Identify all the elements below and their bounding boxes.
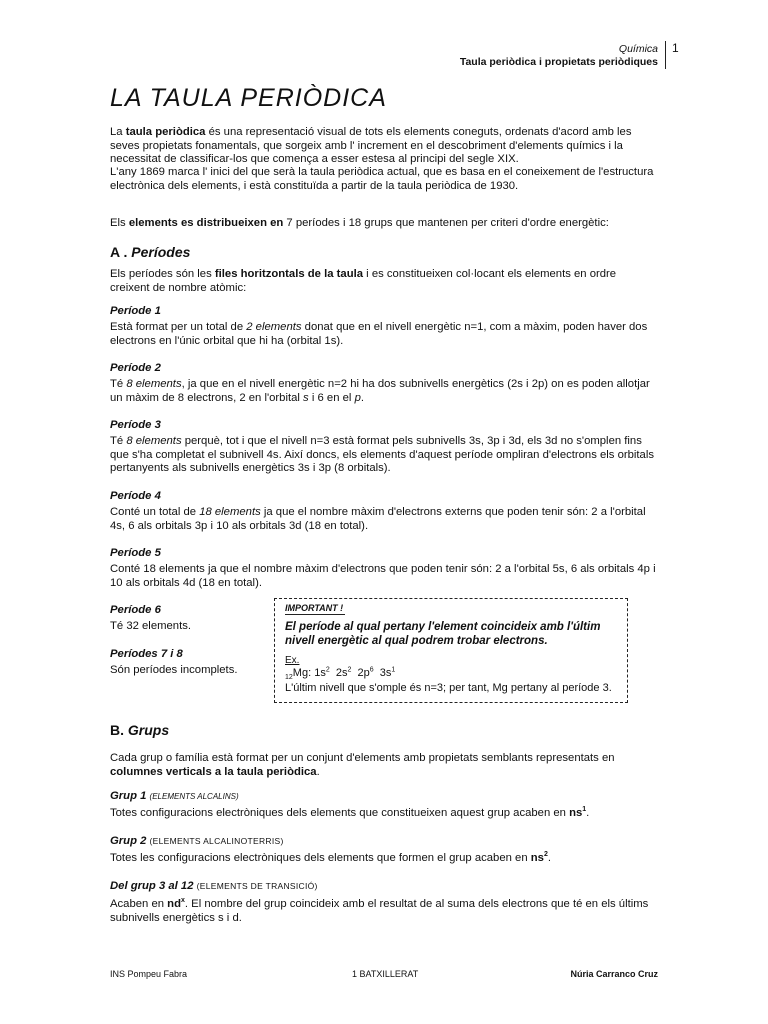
section-prefix: A . xyxy=(110,244,132,260)
group-2-text xyxy=(110,852,656,866)
page-title: LA TAULA PERIÒDICA xyxy=(110,84,387,112)
section-title: Períodes xyxy=(131,244,191,260)
italic-term: 8 elements xyxy=(126,435,182,447)
text: Té xyxy=(110,435,127,447)
bold-term: ns xyxy=(569,807,583,819)
atomic-number: 12 xyxy=(285,674,293,682)
header-divider xyxy=(665,41,666,69)
text: Totes les configuracions electròniques dels elements que formen el grup acaben en xyxy=(110,852,531,864)
example-label: Ex. xyxy=(285,655,300,666)
period-5-heading: Període 5 xyxy=(110,547,161,559)
group-subtitle: (ELEMENTS ALCALINS) xyxy=(149,792,239,801)
italic-term: 2 elements xyxy=(246,321,302,333)
header-title: Taula periòdica i propietats periòdiques xyxy=(459,56,658,68)
text: Cada grup o família està format per un conjunt d'elements amb propietats semblants representats en xyxy=(110,752,615,764)
text: donat que en el nivell energètic n=1, com a màxim, poden haver dos electrons en l'únic orbital que hi ha (orbital 1s). xyxy=(110,321,648,347)
group-1-heading xyxy=(110,790,239,802)
text: 7 períodes i 18 grups que mantenen per criteri d'ordre energètic: xyxy=(283,217,609,229)
period-2-heading: Període 2 xyxy=(110,362,161,374)
bold-term: columnes verticals a la taula periòdica xyxy=(110,765,317,778)
important-note-box xyxy=(274,598,628,703)
configuration-term: 1s xyxy=(314,667,326,679)
text: . xyxy=(547,852,551,864)
group-3-12-heading xyxy=(110,880,318,892)
period-3-heading: Període 3 xyxy=(110,419,161,431)
text: Conté un total de xyxy=(110,506,200,518)
period-6-heading: Període 6 xyxy=(110,604,161,616)
text: i 6 en el xyxy=(308,391,355,404)
group-subtitle: (ELEMENTS DE TRANSICIÓ) xyxy=(196,881,318,891)
group-3-12-text xyxy=(110,898,656,925)
group-2-heading xyxy=(110,835,284,847)
italic-term: p xyxy=(354,391,361,404)
important-label: IMPORTANT ! xyxy=(285,603,344,613)
text: . xyxy=(586,807,590,819)
text: ja que el nombre màxim d'electrons externs que poden tenir són: 2 a l'orbital 4s, 6 als orbitals 3p i 10 als orbitals 3d (18 en total). xyxy=(110,506,646,532)
period-6-text: Té 32 elements. xyxy=(110,620,192,632)
configuration-superscript: 2 xyxy=(347,666,352,674)
intro-paragraph-3 xyxy=(110,217,656,231)
period-5-text: Conté 18 elements ja que el nombre màxim d'electrons que poden tenir són: 2 a l'orbital 5s, 6 als orbitals 4p i 10 als orbitals 4d (18 en total). xyxy=(110,563,656,589)
important-example-note: L'últim nivell que s'omple és n=3; per tant, Mg pertany al període 3. xyxy=(285,682,612,694)
period-3-text xyxy=(110,435,656,476)
text: , ja que en el nivell energètic n=2 hi ha dos subnivells energètics (2s i 2p) on es poden allotjar un màxim de 8 electrons, 2 en l'orbital xyxy=(110,378,650,404)
text: Els períodes són les xyxy=(110,268,215,280)
text: . xyxy=(360,391,364,404)
section-title: Grups xyxy=(127,722,170,738)
configuration-superscript: 1 xyxy=(391,666,396,674)
element-symbol: Mg: xyxy=(292,667,315,679)
text: Té xyxy=(110,378,127,390)
text: és una representació visual de tots els elements coneguts, ordenats d'acord amb les seves propietats fonamentals, que sorgeix amb l' increment en el descobriment d'elements químics i la necessitat de classificar-los que comença a esser estesa al principi del segle XIX. xyxy=(110,126,632,166)
group-title: Grup 2 xyxy=(110,835,147,847)
italic-term: 18 elements xyxy=(199,506,261,518)
important-text: El període al qual pertany l'element coincideix amb l'últim nivell energètic al qual podrem trobar electrons. xyxy=(285,621,601,647)
period-4-text xyxy=(110,506,656,533)
text: Està format per un total de xyxy=(110,321,247,333)
superscript: 1 xyxy=(582,806,587,814)
period-1-heading: Període 1 xyxy=(110,305,161,317)
intro-paragraph-1 xyxy=(110,126,656,167)
period-7-8-text: Són períodes incomplets. xyxy=(110,664,238,676)
group-title: Grup 1 xyxy=(110,790,147,802)
bold-term: elements es distribueixen en xyxy=(128,217,284,229)
important-underline xyxy=(285,614,345,615)
header-subject: Química xyxy=(618,43,658,55)
text: . xyxy=(316,765,320,778)
section-a-heading xyxy=(110,244,190,260)
electron-configuration xyxy=(285,666,396,682)
text: i es constitueixen col·locant els elements en ordre creixent de nombre atòmic: xyxy=(110,268,617,294)
period-2-text xyxy=(110,378,656,405)
superscript: 2 xyxy=(543,851,548,859)
text: La xyxy=(110,126,126,138)
section-a-intro xyxy=(110,268,656,295)
footer-author: Núria Carranco Cruz xyxy=(570,969,658,979)
bold-term: taula periòdica xyxy=(125,126,206,138)
text: Totes configuracions electròniques dels elements que constitueixen aquest grup acaben en xyxy=(110,807,570,819)
text: . El nombre del grup coincideix amb el resultat de al suma dels electrons que té en els últims subnivells energètics s i d. xyxy=(110,898,649,924)
period-1-text xyxy=(110,321,656,348)
section-b-intro xyxy=(110,752,656,779)
period-4-heading: Període 4 xyxy=(110,490,161,502)
italic-term: s xyxy=(303,391,309,404)
group-1-text xyxy=(110,807,656,821)
configuration-superscript: 2 xyxy=(325,666,330,674)
group-title: Del grup 3 al 12 xyxy=(110,880,194,892)
configuration-terms xyxy=(314,667,395,679)
text: Els xyxy=(110,217,129,229)
configuration-superscript: 6 xyxy=(369,666,374,674)
bold-term: ns xyxy=(530,852,544,864)
period-7-8-heading: Períodes 7 i 8 xyxy=(110,648,183,660)
footer-course: 1 BATXILLERAT xyxy=(352,969,419,979)
section-prefix: B. xyxy=(110,722,128,738)
superscript: x xyxy=(180,897,185,905)
section-b-heading xyxy=(110,722,169,738)
text: Acaben en xyxy=(110,898,168,910)
italic-term: 8 elements xyxy=(126,378,182,390)
bold-term: nd xyxy=(167,898,181,910)
configuration-term: 2s xyxy=(329,667,348,679)
group-subtitle: (ELEMENTS ALCALINOTERRIS) xyxy=(149,836,284,846)
bold-term: files horitzontals de la taula xyxy=(214,268,364,280)
footer-school: INS Pompeu Fabra xyxy=(110,969,188,979)
page-number: 1 xyxy=(672,41,679,55)
configuration-term: 2p xyxy=(351,667,370,679)
text: perquè, tot i que el nivell n=3 està format pels subnivells 3s, 3p i 3d, els 3d no s'omplen fins que s'ha completat el subnivell 4s. Així doncs, els elements d'aquest període ompliran d'electrons els orbitals pertanyents als subnivells energètics 3s i 3p (8 orbitals). xyxy=(110,435,654,475)
configuration-term: 3s xyxy=(373,667,392,679)
intro-paragraph-2: L'any 1869 marca l' inici del que serà la taula periòdica actual, que es basa en el coneixement de l'estructura electrònica dels elements, i està constituïda a partir de la taula periòdica de 1930. xyxy=(110,166,654,192)
